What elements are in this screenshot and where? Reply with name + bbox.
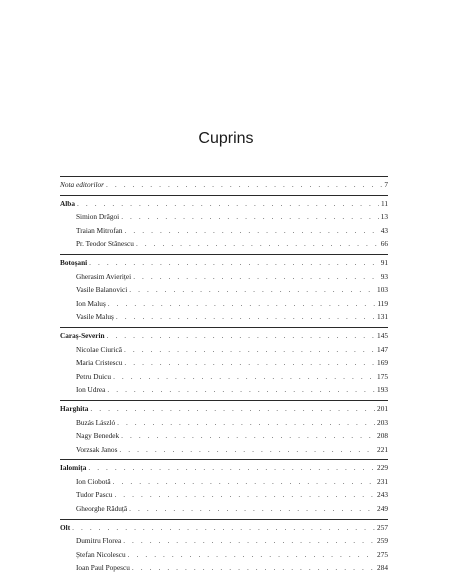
leader-dots [113,370,375,384]
toc-entry[interactable] [60,383,388,397]
toc-entry-label: Nicolae Ciurică [76,344,122,354]
toc-entry-page: 221 [377,444,388,454]
toc-entry-page: 249 [377,504,388,514]
toc-entry-label: Vasile Maluș [76,312,114,322]
toc-entry-label: Gherasim Avieriței [76,271,132,281]
toc-entry-page: 175 [377,371,388,381]
leader-dots [124,343,375,357]
toc-entry[interactable] [60,534,388,548]
toc-entry[interactable] [60,297,388,311]
leader-dots [117,416,375,430]
leader-dots [72,521,375,535]
toc-entry-label: Traian Mitrofan [76,225,123,235]
toc-intro-block [60,176,388,192]
leader-dots [116,310,375,324]
toc-entry-page: 103 [377,285,388,295]
leader-dots [114,488,375,502]
toc-entry-page: 43 [380,225,388,235]
toc-entry-page: 284 [377,563,388,573]
toc-entry[interactable] [60,443,388,457]
toc-county-heading[interactable] [60,197,388,211]
leader-dots [107,383,375,397]
toc-entry-label: Ion Maluș [76,298,106,308]
toc-entry[interactable] [60,429,388,443]
toc-county-heading[interactable] [60,402,388,416]
toc-entry-editors-note[interactable] [60,178,388,192]
toc-entry[interactable] [60,370,388,384]
leader-dots [108,297,376,311]
toc-section-alba [60,195,388,251]
leader-dots [124,356,375,370]
toc-entry-page: 119 [377,298,388,308]
page-title: Cuprins [198,130,254,147]
toc-county-label: Ialomița [60,463,87,473]
toc-county-page: 11 [380,198,388,208]
toc-entry[interactable] [60,548,388,562]
toc-county-label: Olt [60,522,71,532]
toc-entry-page: 66 [380,239,388,249]
toc-entry-label: Vasile Balanovici [76,285,128,295]
toc-entry-label: Maria Cristescu [76,358,123,368]
leader-dots [129,283,375,297]
toc-entry[interactable] [60,356,388,370]
toc-county-label: Caraș-Severin [60,330,105,340]
toc-section-botosani [60,254,388,324]
leader-dots [106,178,382,192]
toc-entry[interactable] [60,475,388,489]
table-of-contents [60,176,388,575]
leader-dots [119,443,375,457]
toc-entry[interactable] [60,283,388,297]
leader-dots [88,461,375,475]
toc-entry-label: Nota editorilor [60,180,104,189]
toc-entry[interactable] [60,270,388,284]
toc-entry-label: Buzás László [76,417,116,427]
toc-entry-page: 131 [377,312,388,322]
leader-dots [89,256,379,270]
toc-entry-page: 231 [377,476,388,486]
toc-entry-label: Tudor Pascu [76,490,113,500]
leader-dots [129,502,375,516]
toc-entry-label: Nagy Benedek [76,431,120,441]
toc-entry-page: 275 [377,549,388,559]
leader-dots [121,210,379,224]
toc-entry-page: 147 [377,344,388,354]
toc-entry-page: 208 [377,431,388,441]
toc-entry-page: 193 [377,385,388,395]
toc-entry[interactable] [60,561,388,575]
toc-county-page: 91 [380,257,388,267]
leader-dots [113,475,375,489]
toc-section-harghita [60,400,388,456]
toc-entry-label: Gheorghe Răduță [76,504,128,514]
toc-section-olt [60,519,388,575]
toc-county-heading[interactable] [60,329,388,343]
leader-dots [123,534,375,548]
toc-entry[interactable] [60,224,388,238]
toc-entry-label: Ion Ciobotă [76,476,111,486]
toc-entry-page: 203 [377,417,388,427]
toc-entry[interactable] [60,210,388,224]
toc-county-page: 229 [377,463,388,473]
toc-entry-label: Ion Udrea [76,385,106,395]
leader-dots [90,402,375,416]
toc-entry-page: 13 [380,212,388,222]
toc-entry-label: Pr. Teodor Stănescu [76,239,134,249]
toc-entry-label: Vorzsak Janos [76,444,118,454]
toc-entry-page: 169 [377,358,388,368]
leader-dots [121,429,375,443]
leader-dots [107,329,375,343]
toc-entry-page: 243 [377,490,388,500]
toc-entry[interactable] [60,343,388,357]
leader-dots [132,561,375,575]
toc-entry-page: 93 [380,271,388,281]
leader-dots [133,270,379,284]
leader-dots [77,197,379,211]
toc-county-heading[interactable] [60,256,388,270]
toc-entry[interactable] [60,237,388,251]
toc-county-label: Harghita [60,403,89,413]
toc-entry-label: Simion Drăgoi [76,212,120,222]
toc-county-page: 201 [377,403,388,413]
toc-entry-label: Ștefan Nicolescu [76,549,126,559]
toc-entry[interactable] [60,488,388,502]
toc-entry[interactable] [60,310,388,324]
toc-entry-page: 259 [377,536,388,546]
toc-entry[interactable] [60,416,388,430]
toc-entry[interactable] [60,502,388,516]
toc-county-heading[interactable] [60,461,388,475]
toc-entry-page: 7 [384,180,388,189]
toc-entry-label: Ioan Paul Popescu [76,563,130,573]
toc-entry-label: Dumitru Florea [76,536,122,546]
leader-dots [125,224,379,238]
toc-section-ialomita [60,459,388,515]
toc-county-page: 145 [377,330,388,340]
toc-section-caras-severin [60,327,388,397]
toc-county-heading[interactable] [60,521,388,535]
toc-county-label: Alba [60,198,76,208]
toc-entry-label: Petru Duicu [76,371,112,381]
toc-county-page: 257 [377,522,388,532]
toc-county-label: Botoșani [60,257,88,267]
leader-dots [136,237,379,251]
leader-dots [128,548,375,562]
